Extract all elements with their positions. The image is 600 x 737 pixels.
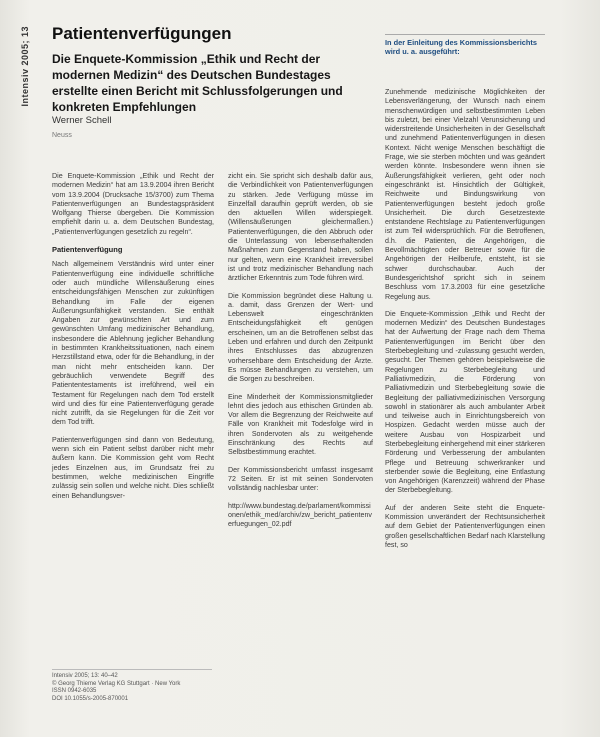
citation-line: Intensiv 2005; 13: 40–42: [52, 673, 118, 679]
column-middle: [228, 172, 373, 537]
body-paragraph: Die Kommission begründet diese Haltung u. a. damit, dass Grenzen der Wert- und Lebenswelt eingeschränkten Entscheidungsfähigkeit eft genügen erscheinen, um an die Betroffenen selbst das Leben und erfahren und durch den Zeitpunkt ihres Entschlusses das abzugrenzen vorhersehbare dem Entscheidung der Ärzte. Es müsse Behandlungen zu verstehen, um die Sorgen zu beschreiben.: [228, 291, 373, 384]
publisher-line: © Georg Thieme Verlag KG Stuttgart · New York: [52, 680, 181, 687]
journal-spine-label: Intensiv 2005; 13: [20, 26, 30, 107]
body-paragraph: Eine Minderheit der Kommissionsmitglieder lehnt dies jedoch aus ethischen Gründen ab. Vor allem die Begrenzung der Reichweite auf Fälle von Krankheit mit Todesfolge wird in ihren Sondervoten als zu weitgehende Einschränkung des Rechts auf Selbstbestimmung erachtet.: [228, 392, 373, 457]
author-name: Werner Schell: [52, 115, 112, 126]
report-url-link[interactable]: http://www.bundestag.de/parlament/kommissionen/ethik_med/archiv/zw_bericht_patientenverfuegungen_02.pdf: [228, 501, 372, 529]
body-paragraph: Patientenverfügungen sind dann von Bedeutung, wenn sich ein Patient selbst darüber nicht mehr äußern kann. Die Kommission geht vom Recht jedes Einzelnen aus, im Grundsatz frei zu bestimmen, welche medizinischen Eingriffe zulässig sein sollen und welche nicht. Dies schließt einen Behandlungsver-: [52, 435, 214, 500]
section-heading: Patientenverfügung: [52, 245, 123, 255]
body-paragraph: Der Kommissionsbericht umfasst insgesamt 72 Seiten. Er ist mit seinen Sondervoten vollständig nachlesbar unter:: [228, 465, 373, 493]
column-left: [52, 172, 214, 509]
intro-paragraph: Die Enquete-Kommission „Ethik und Recht der modernen Medizin“ hat am 13.9.2004 ihren Bericht vom 13.9.2004 (Drucksache 15/3700) zum Thema Patientenverfügungen an Bundestagspräsident Wolfgang Thierse übergeben. Die Kommission empfiehlt darin u. a. dem Deutschen Bundestag, „Patientenverfügungen gesetzlich zu regeln“.: [52, 172, 214, 236]
body-paragraph: zicht ein. Sie spricht sich deshalb dafür aus, die Verbindlichkeit von Patientenverfügungen zu stärken. Jede Verfügung müsse im Einzelfall daraufhin geprüft werden, ob sie den aktuellen Willen widerspiegelt. (Willensäußerungen gleichermaßen.) Patientenverfügungen, die den Abbruch oder die Unterlassung von lebenserhaltenden Maßnahmen zum Gegenstand haben, sollen nur gelten, wenn eine Krankheit irreversibel ist und trotz medizinischer Behandlung nach ärztlicher Erkenntnis zum Tode führen wird.: [228, 172, 373, 283]
body-paragraph: Zunehmende medizinische Möglichkeiten der Lebensverlängerung, der Wunsch nach einem menschenwürdigen und selbstbestimmten Leben bis zuletzt, bei einer Vielzahl Verunsicherung und widerstreitende Unsicherheiten in der Gesellschaft und zunehmend Patientenverfügungen in diesen Kontext. Nicht wenige Menschen beschäftigt die Frage, wie sie sterben möchten und was geändert werden könnte. Insbesondere wenn ihnen sie Äußerungsfähigkeit verlieren, geht oder noch eingeschränkt ist. Hinsichtlich der Gültigkeit, Reichweite und Bindungswirkung von Patientenverfügungen besteht jedoch große Unsicherheit. Die durch Gesetzestexte entstandene Rechtslage zu Patientenverfügungen ist zum Teil widersprüchlich. Für die Betroffenen, d.h. die Patienten, die Angehörigen, die Bevollmächtigten oder Betreuer sowie für die Angehörigen der Heilberufe, entsteht, ist sie schwer durchschaubar. Auch der Bundesgerichtshof spricht sich in seinem Beschluss vom 17.3.2003 für eine gesetzliche Regelung aus.: [385, 88, 545, 301]
author-affiliation: Neuss: [52, 132, 72, 139]
doi-line: DOI 10.1055/s-2005-870001: [52, 695, 129, 702]
issn-line: ISSN 0942-6035: [52, 688, 97, 695]
sidebar-note: In der Einleitung des Kommissionsberichts wird u. a. ausgeführt:: [385, 34, 545, 56]
article-title: Patientenverfügungen: [52, 24, 232, 43]
article-subtitle: Die Enquete-Kommission „Ethik und Recht der modernen Medizin“ des Deutschen Bundestages erstellte einen Bericht mit Schlussfolgerungen und konkreten Empfehlungen: [52, 52, 343, 114]
body-paragraph: Nach allgemeinem Verständnis wird unter einer Patientenverfügung eine individuelle schriftliche oder auch mündliche Willensäußerung eines entscheidungsfähigen Menschen zur zukünftigen Behandlung im Falle der eigenen Äußerungsunfähigkeit verstanden. Sie enthält Angaben zur gewünschten Art und zum gewünschten Umfang medizinischer Behandlung, insbesondere die Ablehnung jeglicher Behandlung in bestimmten Krankheitssituationen, nach einem Herzstillstand etwa, oder für die Behandlung, in der man nicht mehr entscheiden kann. Der gebräuchlich verwendete Begriff des Patiententestaments ist irreführend, weil ein Testament für Regelungen nach dem Tod erstellt wird und dies für eine Patientenverfügung gerade nicht zutrifft, da sie Regelungen für die Zeit vor dem Tod trifft.: [52, 260, 214, 427]
body-paragraph: Auf der anderen Seite steht die Enquete-Kommission unverändert der Rechtsunsicherheit auf dem Gebiet der Patientenverfügungen einen großen gesellschaftlichen Bedarf nach Klarstellung fest, so: [385, 503, 545, 549]
publication-info: [52, 669, 212, 703]
body-paragraph: Die Enquete-Kommission „Ethik und Recht der modernen Medizin“ des Deutschen Bundestages hat der Aufwertung der Frage nach dem Thema Patientenverfügungen im Bericht über den Sterbebegleitung und -zulassung gesucht werden, gesucht. Der Themen gehören beispielsweise die Regelungen zu Sterbebegleitung und Palliativmedizin, die Förderung von Palliativmedizin und Sterbebegleitung sowie die Begleitung der palliativmedizinischen Versorgung sowohl in stationärer als auch ambulanter Arbeit und teilweise auch in Einrichtungsbereich von Hospizen. Gedacht werden müsse auch der weitere Ausbau von Hospizarbeit und Sterbebegleitung einhergehend mit einer stärkeren Förderung und Verbesserung der ambulanten Pflege und Betreuung schwerkranker und sterbender sowie die Begleitung, eine Entlastung von Angehörigen (Karenzzeit) während der Phase der Sterbebegleitung.: [385, 309, 545, 495]
column-right: [385, 88, 545, 558]
